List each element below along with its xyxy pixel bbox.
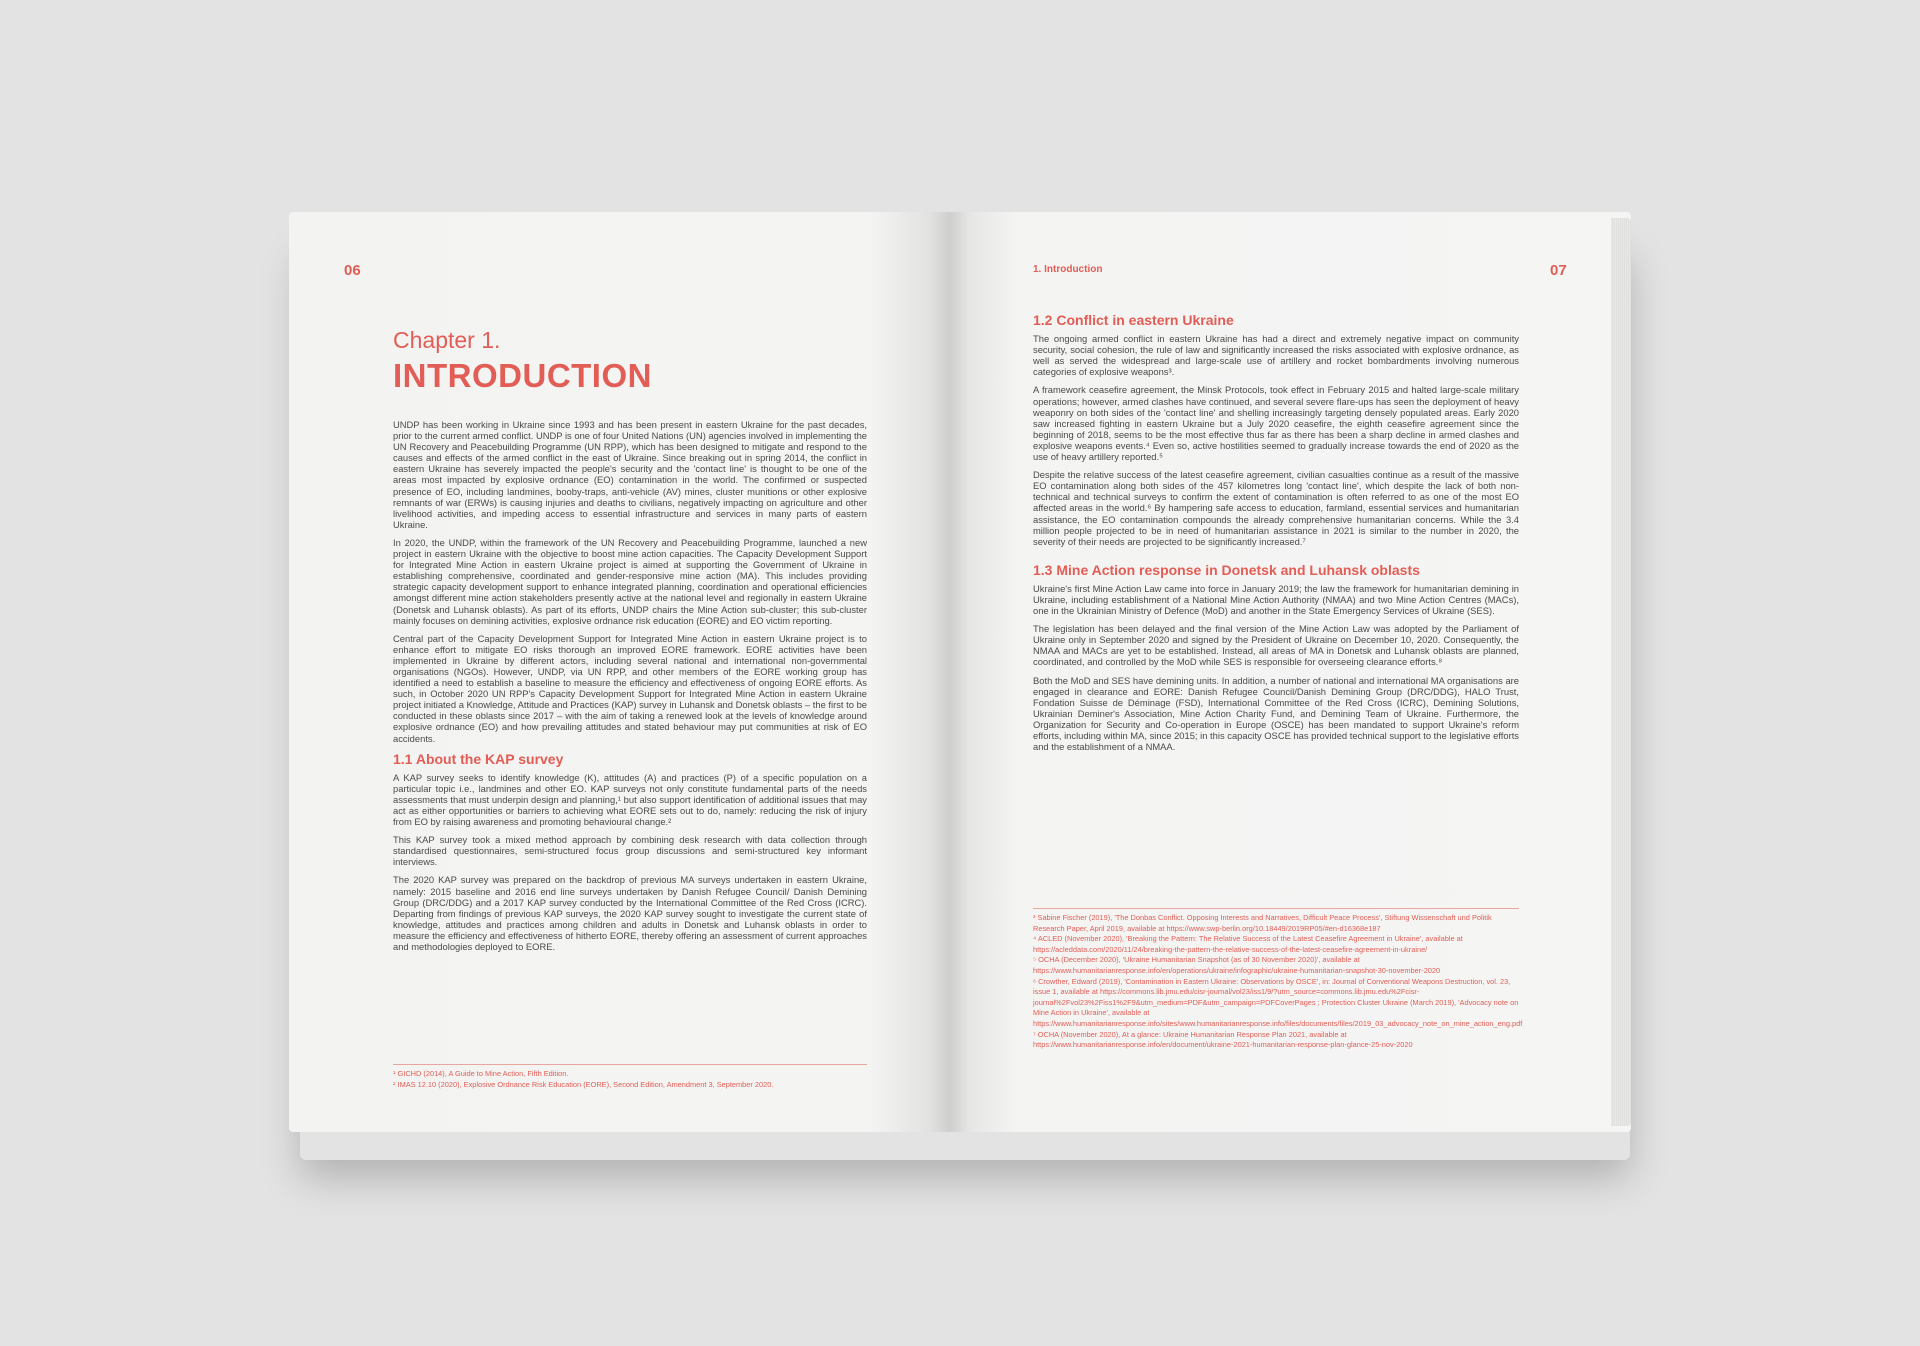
- right-footnotes: [1033, 908, 1523, 1051]
- footnote-6: ⁶ Crowther, Edward (2019), 'Contamination in Eastern Ukraine: Observations by OSCE', in: Journal of Conventional Weapons Destruction, vol. 23, issue 1, available at https://commons.lib.jmu.edu/cisr-journal/vol23/iss1/9/?utm_source=commons.lib.jmu.edu%2Fcisr-journal%2Fvol23%2Fiss1%2F9&utm_medium=PDF&utm_campaign=PDFCoverPages ; Protection Cluster Ukraine (March 2019), 'Advocacy note on Mine Action in Ukraine', available at https://www.humanitarianresponse.info/sites/www.humanitarianresponse.info/files/documents/files/2019_03_advocacy_note_on_mine_action_eng.pdf: [1033, 976, 1523, 1028]
- page-number-left: 06: [344, 262, 361, 279]
- right-body-column: [1033, 312, 1519, 759]
- section-1-1-paragraph-3: The 2020 KAP survey was prepared on the backdrop of previous MA surveys undertaken in eastern Ukraine, namely: 2015 baseline and 2016 end line surveys undertaken by Danish Refugee Council/ Danish Demining Group (DRC/DDG) and a 2017 KAP survey conducted by the International Committee of the Red Cross (ICRC). Departing from findings of previous KAP surveys, the 2020 KAP survey sought to investigate the current state of knowledge, attitudes and practices among children and adults in Donetsk and Luhansk oblasts in order to measure the efficiency and effectiveness of hitherto EORE, thereby offering an assessment of current approaches and methodologies deployed to EORE.: [393, 874, 867, 953]
- section-1-1-paragraph-1: A KAP survey seeks to identify knowledge (K), attitudes (A) and practices (P) of a specific population on a particular topic i.e., landmines and other EO. KAP surveys not only constitute fundamental parts of the needs assessments that must underpin design and planning,¹ but also support identification of additional issues that may act as either opportunities or barriers to achieving what EORE sets out to do, namely: reducing the risk of injury from EO by raising awareness and promoting behavioural change.²: [393, 771, 867, 828]
- section-1-2-heading: 1.2 Conflict in eastern Ukraine: [1033, 312, 1234, 328]
- intro-paragraph-2: In 2020, the UNDP, within the framework of the UN Recovery and Peacebuilding Programme, launched a new project in eastern Ukraine with the objective to boost mine action capacities. The Capacity Development Support for Integrated Mine Action in eastern Ukraine project is aimed at supporting the Government of Ukraine in establishing comprehensive, coordinated and gender-responsive mine action (MA). This includes providing strategic capacity development support to enhance integrated planning, coordination and operational efficiencies amongst different mine action stakeholders presently active at the national level and regionally in eastern Ukraine (Donetsk and Luhansk oblasts). As part of its efforts, UNDP chairs the Mine Action sub-cluster; this sub-cluster mainly focuses on demining activities, explosive ordnance risk education (EORE) and EO victim reporting.: [393, 536, 867, 626]
- section-1-2-paragraph-3: Despite the relative success of the latest ceasefire agreement, civilian casualties continue as a result of the massive EO contamination along both sides of the 457 kilometres long 'contact line', which despite the lack of both non-technical and technical surveys to confirm the extent of contamination is often referred to as one of the most EO affected areas in the world.⁶ By hampering safe access to education, farmland, essential services and humanitarian assistance, the EO contamination compounds the already comprehensive humanitarian concerns. While the 3.4 million people projected to be in need of humanitarian assistance in 2021 is similar to the number in 2020, the severity of their needs are projected to be significantly increased.⁷: [1033, 469, 1519, 547]
- section-1-3-paragraph-2: The legislation has been delayed and the final version of the Mine Action Law was adopted by the Parliament of Ukraine only in September 2020 and signed by the President of Ukraine on December 10, 2020. Consequently, the NMAA and MACs are yet to be established. Instead, all areas of MA in Donetsk and Luhansk oblasts are planned, coordinated, and controlled by the MoD while SES is responsible for overseeing clearance efforts.⁸: [1033, 623, 1519, 668]
- section-1-3-heading: 1.3 Mine Action response in Donetsk and Luhansk oblasts: [1033, 561, 1420, 578]
- section-1-3-paragraph-1: Ukraine's first Mine Action Law came into force in January 2019; the law the framework for humanitarian demining in Ukraine, including establishment of a National Mine Action Authority (NMAA) and two Mine Action Centres (MACs), one in the Ukrainian Ministry of Defence (MoD) and another in the State Emergency Services of Ukraine (SES).: [1033, 582, 1519, 617]
- footnote-5: ⁵ OCHA (December 2020), 'Ukraine Humanitarian Snapshot (as of 30 November 2020)', available at https://www.humanitarianresponse.info/en/operations/ukraine/infographic/ukraine-humanitarian-snapshot-30-november-2020: [1033, 955, 1441, 975]
- section-1-3-paragraph-3: Both the MoD and SES have demining units. In addition, a number of national and international MA organisations are engaged in clearance and EORE: Danish Refugee Council/Danish Demining Group (DRC/DDG), HALO Trust, Fondation Suisse de Déminage (FSD), International Committee of the Red Cross (ICRC), Demining Solutions, Ukrainian Deminer's Association, Mine Action Charity Fund, and Demining Team of Ukraine. Furthermore, the Organization for Security and Co-operation in Europe (OSCE) has been mandated to support Ukraine's reform efforts, including within MA, since 2015; in this capacity OSCE has provided technical support to the legislative efforts and the establishment of a NMAA.: [1033, 674, 1519, 753]
- footnote-7: ⁷ OCHA (November 2020), At a glance: Ukraine Humanitarian Response Plan 2021, available at https://www.humanitarianresponse.info/en/document/ukraine-2021-humanitarian-response-plan-glance-25-nov-2020: [1033, 1029, 1413, 1050]
- section-1-2-paragraph-2: A framework ceasefire agreement, the Minsk Protocols, took effect in February 2015 and halted large-scale military operations; however, armed clashes have continued, and several severe flare-ups has seen the deployment of heavy weaponry on both sides of the 'contact line' and shelling increasingly targeting densely populated areas. Early 2020 saw increased fighting in eastern Ukraine but a July 2020 ceasefire, the eighth ceasefire agreement since the beginning of 2018, seems to be the most effective thus far as there has been a sharp decline in armed clashes and explosive weapons events.⁴ Even so, active hostilities seemed to gradually increase towards the end of 2020 as the use of heavy artillery reported.⁵: [1033, 384, 1519, 463]
- footnote-3: ³ Sabine Fischer (2019), 'The Donbas Conflict. Opposing Interests and Narratives, Difficult Peace Process', Stiftung Wissenschaft und Politik Research Paper, April 2019, available at https://www.swp-berlin.org/10.18449/2019RP05/#en-d16368e187: [1033, 913, 1492, 933]
- left-page: [289, 212, 949, 1132]
- section-1-2-paragraph-1: The ongoing armed conflict in eastern Ukraine has had a direct and extremely negative impact on community security, social cohesion, the rule of law and significantly increased the risks associated with explosive ordnance, as well as served the widespread and large-scale use of artillery and rocket bombardments involving numerous categories of explosive weapons³.: [1033, 333, 1519, 378]
- right-page: [949, 212, 1631, 1132]
- left-footnotes: [393, 1064, 867, 1090]
- footnote-1: ¹ GICHD (2014), A Guide to Mine Action, Fifth Edition.: [393, 1069, 569, 1078]
- left-body-column: [393, 419, 867, 959]
- section-1-1-heading: 1.1 About the KAP survey: [393, 750, 564, 767]
- chapter-label: Chapter 1.: [393, 327, 501, 353]
- footnote-2: ² IMAS 12.10 (2020), Explosive Ordnance Risk Education (EORE), Second Edition, Amendment 3, September 2020.: [393, 1079, 774, 1089]
- running-head: 1. Introduction: [1033, 264, 1103, 275]
- chapter-title: INTRODUCTION: [393, 357, 652, 394]
- section-1-1-paragraph-2: This KAP survey took a mixed method approach by combining desk research with data collection through standardised questionnaires, semi-structured focus group discussions and semi-structured key informant interviews.: [393, 834, 867, 868]
- page-number-right: 07: [1550, 262, 1567, 279]
- page-stack-edge: [1611, 218, 1631, 1126]
- intro-paragraph-3: Central part of the Capacity Development Support for Integrated Mine Action in eastern Ukraine project is to enhance effort to mitigate EO risks thorough an improved EORE framework. EORE activities have been implemented in Ukraine by different actors, including several national and international non-governmental organisations (NGOs). However, UNDP, via UN RPP, and other members of the EORE working group has identified a need to establish a baseline to measure the efficiency and effectiveness of ongoing EORE efforts. As such, in October 2020 UN RPP's Capacity Development Support for Integrated Mine Action in eastern Ukraine project initiated a Knowledge, Attitude and Practices (KAP) survey in Luhansk and Donetsk oblasts – the first to be conducted in these oblasts since 2017 – with the aim of taking a renewed look at the levels of knowledge around explosive ordnance (EO) and how prevailing attitudes and stated behaviour may put communities at risk of EO accidents.: [393, 632, 867, 744]
- intro-paragraph-1: UNDP has been working in Ukraine since 1993 and has been present in eastern Ukraine for the past decades, prior to the current armed conflict. UNDP is one of four United Nations (UN) agencies involved in implementing the UN Recovery and Peacebuilding Programme (UN RPP), which has been designed to mitigate and respond to the causes and effects of the armed conflict in the east of Ukraine. Since breaking out in spring 2014, the conflict in eastern Ukraine has severely impacted the people's security and the 'contact line' is thought to be one of the areas most impacted by explosive ordnance (EO) contamination in the world. The confirmed or suspected presence of EO, including landmines, booby-traps, anti-vehicle (AV) mines, cluster munitions or other explosive remnants of war (ERWs) is causing injuries and deaths to civilians, negatively impacting on agriculture and other livelihood activities, and impeding access to essential infrastructure and services in many parts of eastern Ukraine.: [393, 419, 867, 530]
- footnote-4: ⁴ ACLED (November 2020), 'Breaking the Pattern: The Relative Success of the Latest Ceasefire Agreement in Ukraine', available at https://acleddata.com/2020/11/24/breaking-the-pattern-the-relative-success-of-the-latest-ceasefire-agreement-in-ukraine/: [1033, 934, 1463, 954]
